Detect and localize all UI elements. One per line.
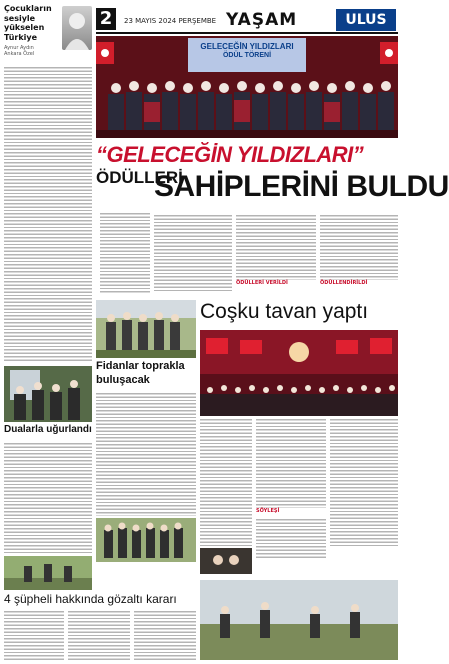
coskun-small-photo bbox=[200, 548, 252, 574]
author-photo bbox=[62, 6, 92, 50]
main-headline-row-2 bbox=[154, 170, 449, 210]
dua-small-scene bbox=[4, 556, 92, 590]
brand-logo: ULUS bbox=[336, 9, 396, 31]
screen-title-2: ÖDÜL TÖRENİ bbox=[222, 52, 272, 59]
coskun-col-1b bbox=[256, 518, 326, 558]
main-headline-quote: “GELECEĞİN YILDIZLARI” bbox=[96, 142, 364, 167]
issue-date: 23 MAYIS 2024 PERŞEMBE bbox=[124, 17, 217, 25]
main-headline-row-1 bbox=[96, 142, 398, 187]
section-title: YAŞAM bbox=[226, 10, 298, 30]
fidan-small-scene bbox=[96, 518, 196, 562]
coskun-side-label: SÖYLEŞİ bbox=[256, 508, 280, 514]
main-story-col-3 bbox=[320, 214, 398, 280]
sidebar-title-3: Türkiye bbox=[4, 32, 38, 42]
author-silhouette bbox=[62, 6, 92, 50]
coskun-col-1 bbox=[256, 418, 326, 508]
main-side-label: ÖDÜLLENDİRİLDİ bbox=[320, 280, 368, 286]
main-intro-text bbox=[100, 212, 150, 294]
author-sub: Ankara Özel bbox=[4, 51, 35, 57]
gozalti-photo bbox=[200, 580, 398, 660]
concert-photo bbox=[200, 330, 398, 416]
fidan-photo bbox=[96, 300, 196, 358]
fidan-headline-1: Fidanlar toprakla bbox=[96, 360, 185, 372]
coskun-small-scene bbox=[200, 548, 252, 574]
main-subcaption: ÖDÜLLERİ VERİLDİ bbox=[236, 280, 288, 286]
main-story-col-2 bbox=[236, 214, 316, 280]
fidan-text bbox=[96, 392, 196, 516]
gozalti-scene bbox=[200, 580, 398, 660]
dua-headline: Dualarla uğurlandı bbox=[4, 424, 92, 435]
fidan-small-photo bbox=[96, 518, 196, 562]
dua-photo bbox=[4, 366, 92, 422]
sidebar-title-2: yükselen bbox=[4, 23, 45, 32]
dua-text bbox=[4, 442, 92, 554]
fidan-headline-2: buluşacak bbox=[96, 374, 150, 386]
gozalti-headline: 4 şüpheli hakkında gözaltı kararı bbox=[4, 592, 177, 606]
coskun-headline: Coşku tavan yaptı bbox=[200, 300, 369, 323]
sidebar-column-text bbox=[4, 66, 92, 362]
screen-title-1: GELECEĞİN YILDIZLARI bbox=[200, 42, 294, 51]
page-number: 2 bbox=[96, 8, 116, 30]
header-rule bbox=[96, 32, 398, 34]
main-headline-line2: SAHİPLERİNİ BULDU bbox=[154, 170, 449, 203]
concert-scene bbox=[200, 330, 398, 416]
main-headline-rest: ÖDÜLLERİ bbox=[96, 168, 183, 187]
gozalti-col-1 bbox=[4, 610, 64, 660]
ceremony-photo bbox=[96, 36, 398, 138]
dua-scene bbox=[4, 366, 92, 422]
gozalti-col-3 bbox=[134, 610, 196, 660]
coskun-col-2 bbox=[330, 418, 398, 546]
author-name: Aynur Aydın bbox=[4, 45, 34, 51]
sidebar-title-1: Çocukların sesiyle bbox=[4, 4, 52, 23]
dua-small-photo bbox=[4, 556, 92, 590]
coskun-intro-text bbox=[200, 418, 252, 546]
fidan-scene bbox=[96, 300, 196, 358]
gozalti-col-2 bbox=[68, 610, 130, 660]
main-story-col-1 bbox=[154, 214, 232, 292]
